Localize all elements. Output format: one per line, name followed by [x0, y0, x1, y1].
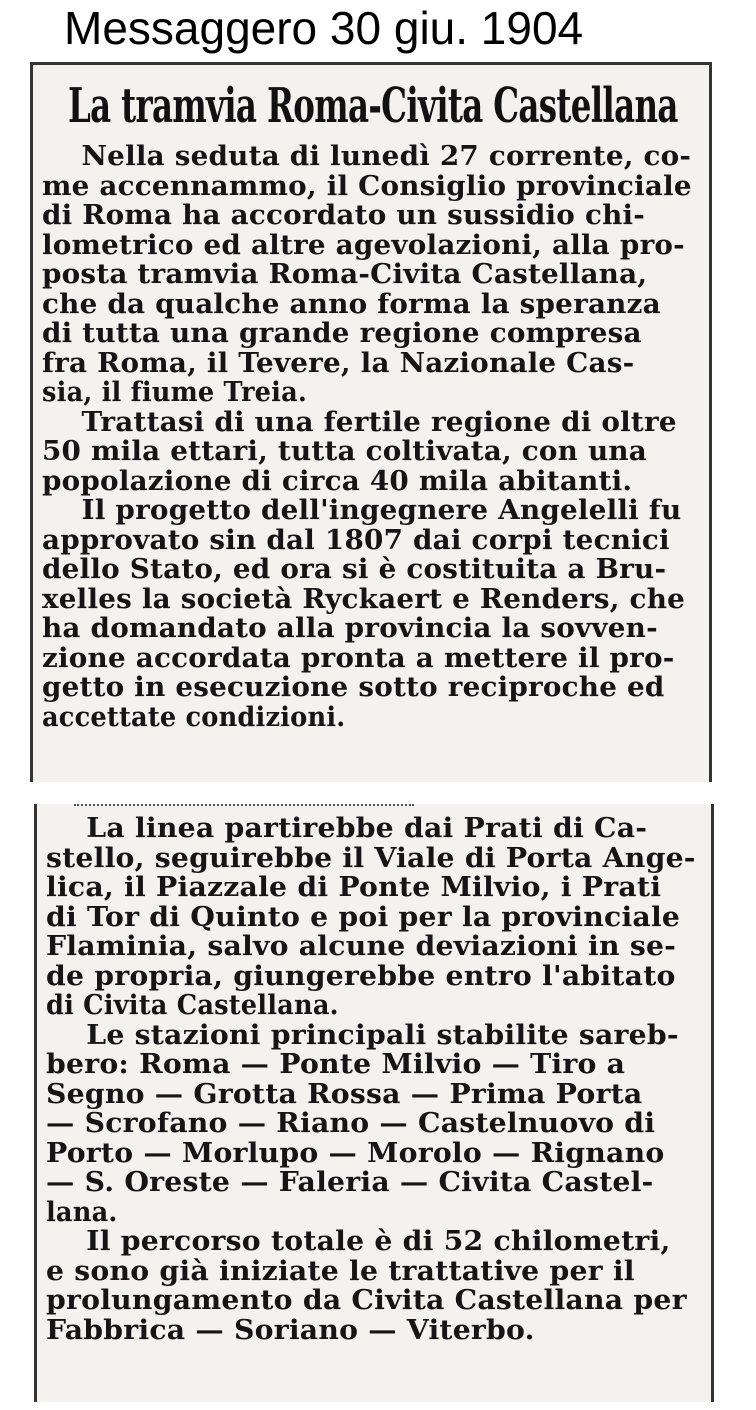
article-text-line: Le stazioni principali stabilite sareb- [46, 1019, 679, 1051]
article-text-line: Porto — Morlupo — Morolo — Rignano [46, 1137, 665, 1169]
article-text-line: di Tor di Quinto e poi per la provinciale [46, 901, 681, 933]
clip-border-left [34, 804, 37, 1402]
article-text-line: Fabbrica — Soriano — Viterbo. [46, 1314, 535, 1346]
article-body-part-1 [42, 141, 692, 733]
article-text-line: lana. [46, 1196, 118, 1228]
article-text-line: sia, il fiume Treia. [42, 377, 308, 408]
article-text-line: fra Roma, il Tevere, la Nazionale Cas- [42, 347, 635, 379]
article-text-line: approvato sin dal 1807 dai corpi tecnici [42, 524, 670, 556]
article-text-line: La linea partirebbe dai Prati di Ca- [46, 813, 648, 844]
article-text-line: lica, il Piazzale di Ponte Milvio, i Prati [46, 872, 662, 903]
article-text-line: dello Stato, ed ora si è costituita a Bru- [42, 554, 667, 585]
article-body-part-2 [46, 813, 696, 1346]
newspaper-clip-bottom [34, 804, 714, 1402]
article-text-line: Flaminia, salvo alcune deviazioni in se- [46, 931, 677, 962]
clip-border-right [709, 62, 712, 782]
clip-border-right [711, 804, 714, 1402]
article-text-line: Segno — Grotta Rossa — Prima Porta [46, 1078, 643, 1110]
article-text-line: de propria, giungerebbe entro l'abitato [46, 960, 676, 992]
article-text-line: ha domandato alla provincia la sovven- [42, 613, 658, 644]
article-text-line: Nella seduta di lunedì 27 corrente, co- [42, 141, 692, 172]
article-text-line: Il progetto dell'ingegnere Angelelli fu [42, 495, 682, 526]
article-text-line: — S. Oreste — Faleria — Civita Castel- [46, 1167, 654, 1198]
article-text-line: prolungamento da Civita Castellana per [46, 1285, 687, 1316]
article-text-line: di tutta una grande regione compresa [42, 318, 642, 349]
article-text-line: 50 mila ettari, tutta coltivata, con una [42, 436, 648, 467]
article-text-line: posta tramvia Roma-Civita Castellana, [42, 259, 648, 290]
article-text-line: bero: Roma — Ponte Milvio — Tiro a [46, 1049, 626, 1080]
article-text-line: stello, seguirebbe il Viale di Porta Ange- [46, 842, 696, 874]
article-text-line: lometrico ed altre agevolazioni, alla pro- [42, 229, 685, 261]
article-text-line: e sono già iniziate le trattative per il [46, 1255, 635, 1287]
page-caption: Messaggero 30 giu. 1904 [64, 2, 584, 54]
article-text-line: getto in esecuzione sotto reciproche ed [42, 672, 665, 703]
article-text-line: me accennammo, il Consiglio provinciale [42, 170, 692, 202]
clip-border-top [74, 804, 414, 808]
article-text-line: di Roma ha accordato un sussidio chi- [42, 200, 646, 231]
clip-border-left [30, 62, 33, 782]
newspaper-clip-top [30, 62, 712, 782]
article-text-line: xelles la società Ryckaert e Renders, che [42, 583, 686, 615]
article-text-line: popolazione di circa 40 mila abitanti. [42, 465, 633, 497]
article-text-line: Trattasi di una fertile regione di oltre [42, 406, 677, 438]
article-text-line: accettate condizioni. [42, 701, 346, 733]
article-text-line: Il percorso totale è di 52 chilometri, [46, 1226, 671, 1257]
article-text-line: — Scrofano — Riano — Castelnuovo di [46, 1108, 656, 1139]
article-text-line: zione accordata pronta a mettere il pro- [42, 642, 675, 674]
article-text-line: di Civita Castellana. [46, 990, 339, 1021]
article-text-line: che da qualche anno forma la speranza [42, 288, 661, 320]
clip-border-top [30, 62, 712, 65]
article-headline: La tramvia Roma-Civita Castellana [68, 78, 678, 134]
